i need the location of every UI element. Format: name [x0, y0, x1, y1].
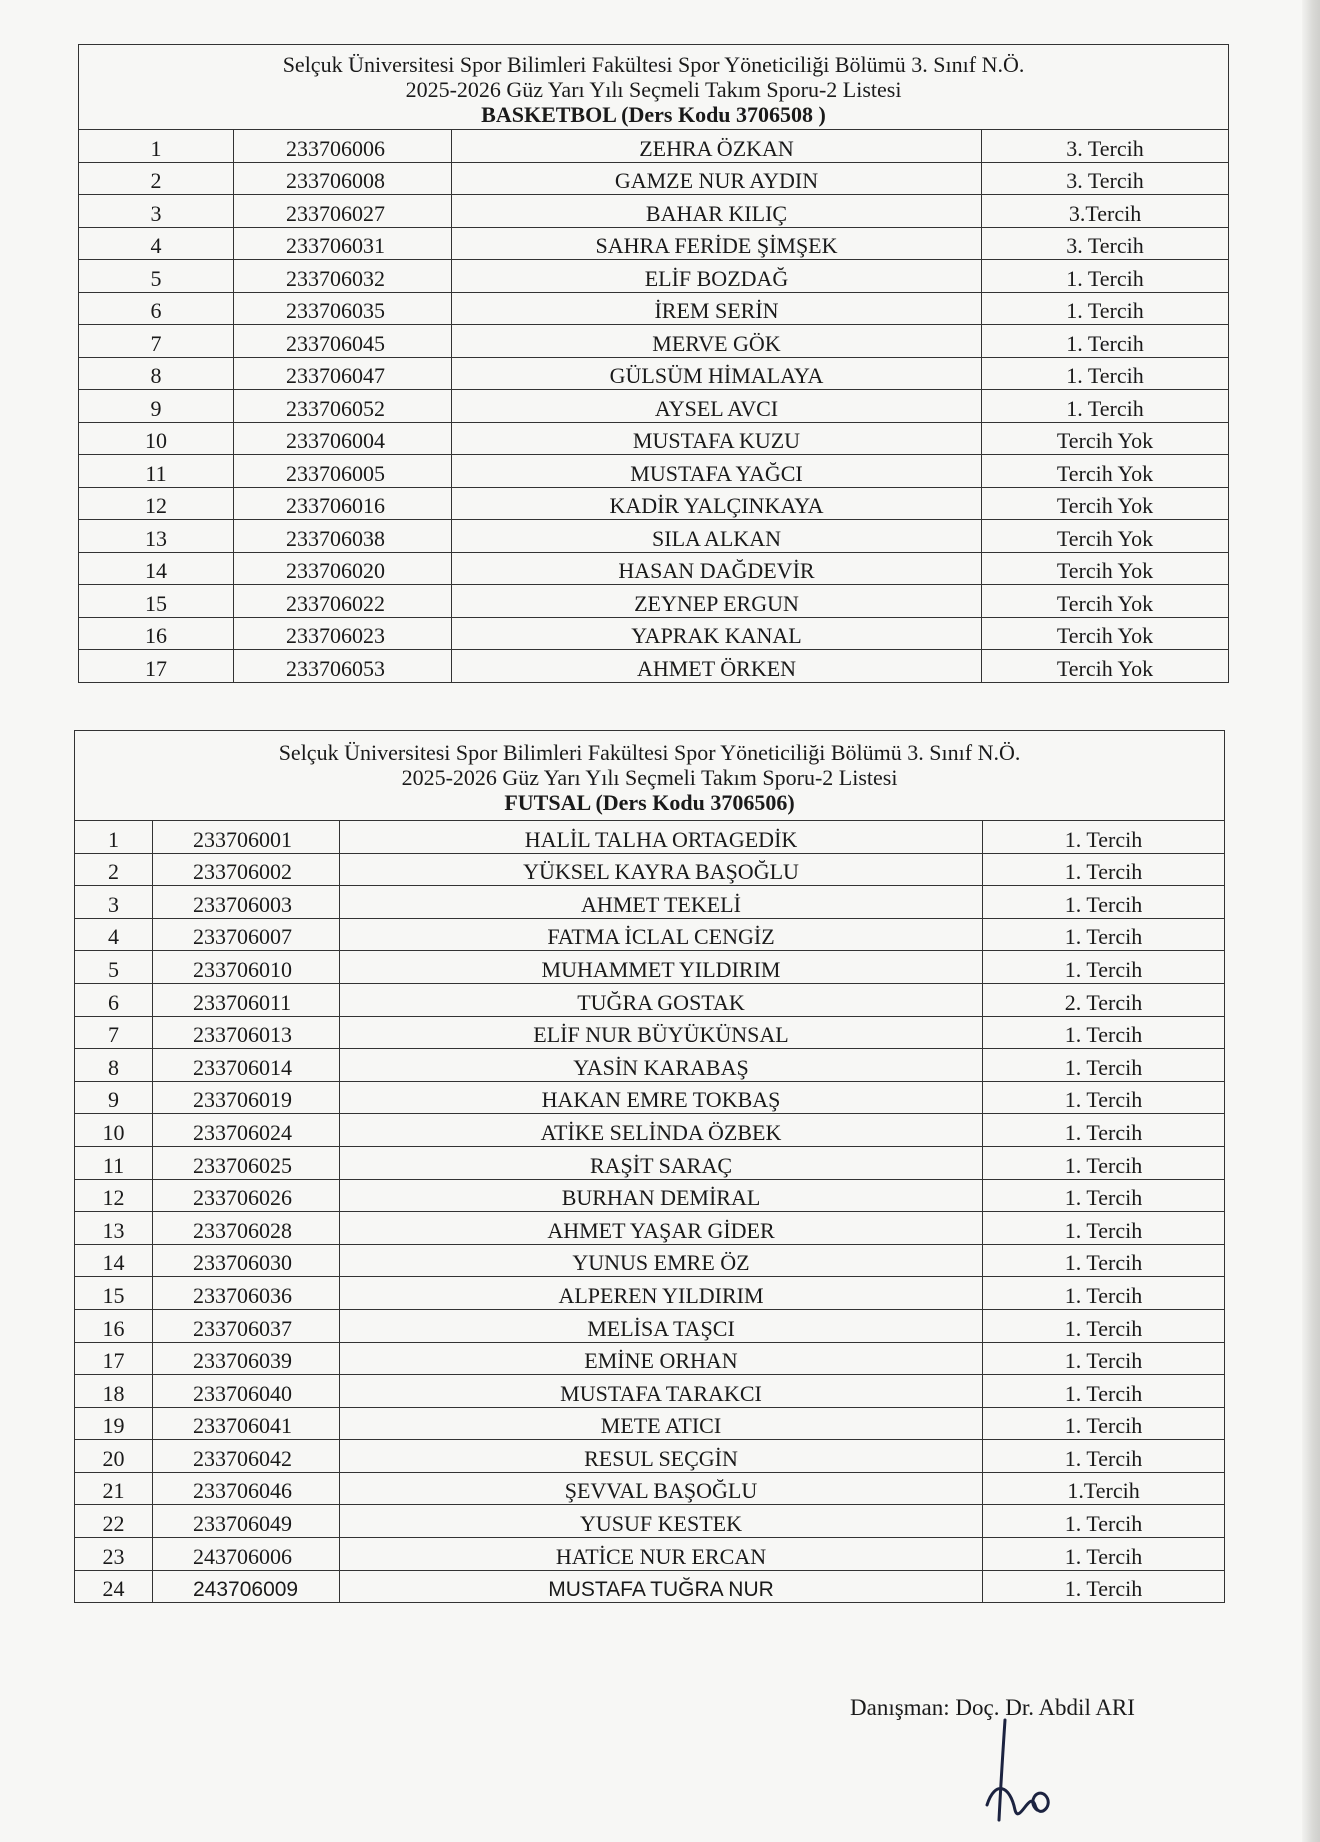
student-number: 233706052	[234, 390, 452, 423]
row-number: 9	[79, 390, 234, 423]
student-number: 233706025	[153, 1146, 340, 1179]
student-number: 233706013	[153, 1016, 340, 1049]
row-number: 4	[79, 227, 234, 260]
student-number: 233706014	[153, 1049, 340, 1082]
preference: 1. Tercih	[983, 951, 1225, 984]
preference: 1. Tercih	[983, 1016, 1225, 1049]
student-name: FATMA İCLAL CENGİZ	[340, 918, 983, 951]
table-row	[79, 552, 1229, 585]
row-number: 10	[79, 422, 234, 455]
row-number: 5	[79, 260, 234, 293]
header-line1: Selçuk Üniversitesi Spor Bilimleri Fakültesi Spor Yöneticiliği Bölümü 3. Sınıf N.Ö.	[278, 740, 1021, 765]
student-number: 233706024	[153, 1114, 340, 1147]
preference: Tercih Yok	[982, 650, 1229, 683]
student-number: 233706019	[153, 1081, 340, 1114]
table-row	[75, 1538, 1225, 1571]
preference: 1. Tercih	[983, 1146, 1225, 1179]
student-name: YASİN KARABAŞ	[340, 1049, 983, 1082]
advisor-name: Danışman: Doç. Dr. Abdil ARI	[850, 1695, 1135, 1720]
student-name: MUSTAFA KUZU	[452, 422, 982, 455]
preference: 1. Tercih	[983, 1505, 1225, 1538]
table-row	[79, 617, 1229, 650]
row-number: 11	[79, 455, 234, 488]
preference: 1. Tercih	[983, 1277, 1225, 1310]
student-name: MERVE GÖK	[452, 325, 982, 358]
student-number: 233706008	[234, 162, 452, 195]
student-name: MUSTAFA TUĞRA NUR	[340, 1570, 983, 1603]
row-number: 12	[75, 1179, 153, 1212]
student-number: 233706010	[153, 951, 340, 984]
table-row	[79, 162, 1229, 195]
row-number: 19	[75, 1407, 153, 1440]
row-number: 23	[75, 1538, 153, 1571]
preference: 3. Tercih	[982, 162, 1229, 195]
student-name: BURHAN DEMİRAL	[340, 1179, 983, 1212]
row-number: 15	[75, 1277, 153, 1310]
student-name: HATİCE NUR ERCAN	[340, 1538, 983, 1571]
student-name: MELİSA TAŞCI	[340, 1309, 983, 1342]
row-number: 8	[79, 357, 234, 390]
scan-edge	[1302, 0, 1320, 1842]
student-number: 233706049	[153, 1505, 340, 1538]
student-number: 233706035	[234, 292, 452, 325]
preference: 3. Tercih	[982, 130, 1229, 163]
table-row	[75, 1505, 1225, 1538]
student-name: ALPEREN YILDIRIM	[340, 1277, 983, 1310]
student-number: 233706006	[234, 130, 452, 163]
table-row	[75, 853, 1225, 886]
table-row	[79, 195, 1229, 228]
preference: 1.Tercih	[983, 1472, 1225, 1505]
student-name: SAHRA FERİDE ŞİMŞEK	[452, 227, 982, 260]
table-row	[79, 260, 1229, 293]
student-number: 233706047	[234, 357, 452, 390]
preference: 1. Tercih	[983, 1049, 1225, 1082]
row-number: 3	[75, 886, 153, 919]
student-name: YUSUF KESTEK	[340, 1505, 983, 1538]
student-number: 233706027	[234, 195, 452, 228]
table-row	[79, 390, 1229, 423]
row-number: 5	[75, 951, 153, 984]
header-line2: 2025-2026 Güz Yarı Yılı Seçmeli Takım Sporu-2 Listesi	[405, 76, 902, 102]
student-number: 243706009	[153, 1570, 340, 1603]
preference: 1. Tercih	[983, 1244, 1225, 1277]
preference: 1. Tercih	[983, 1375, 1225, 1408]
preference: 1. Tercih	[983, 1309, 1225, 1342]
preference: 3. Tercih	[982, 227, 1229, 260]
student-name: AHMET TEKELİ	[340, 886, 983, 919]
row-number: 24	[75, 1570, 153, 1603]
table-row	[75, 1114, 1225, 1147]
student-name: YAPRAK KANAL	[452, 617, 982, 650]
row-number: 10	[75, 1114, 153, 1147]
student-name: ZEYNEP ERGUN	[452, 585, 982, 618]
student-name: HALİL TALHA ORTAGEDİK	[340, 821, 983, 854]
student-number: 233706020	[234, 552, 452, 585]
row-number: 9	[75, 1081, 153, 1114]
student-number: 233706031	[234, 227, 452, 260]
futsal-table	[74, 730, 1225, 1603]
basketball-table	[78, 44, 1229, 683]
table-row	[75, 1146, 1225, 1179]
preference: Tercih Yok	[982, 422, 1229, 455]
student-name: AYSEL AVCI	[452, 390, 982, 423]
student-number: 233706045	[234, 325, 452, 358]
preference: 1. Tercih	[982, 357, 1229, 390]
table-row	[75, 1081, 1225, 1114]
student-number: 233706041	[153, 1407, 340, 1440]
student-number: 233706026	[153, 1179, 340, 1212]
student-number: 233706037	[153, 1309, 340, 1342]
preference: 1. Tercih	[983, 1570, 1225, 1603]
row-number: 7	[79, 325, 234, 358]
row-number: 1	[75, 821, 153, 854]
row-number: 16	[79, 617, 234, 650]
row-number: 3	[79, 195, 234, 228]
student-number: 233706004	[234, 422, 452, 455]
preference: 1. Tercih	[983, 1342, 1225, 1375]
student-name: BAHAR KILIÇ	[452, 195, 982, 228]
preference: Tercih Yok	[982, 552, 1229, 585]
student-name: AHMET YAŞAR GİDER	[340, 1212, 983, 1245]
student-number: 233706011	[153, 983, 340, 1016]
row-number: 20	[75, 1440, 153, 1473]
preference: 1. Tercih	[982, 325, 1229, 358]
student-number: 233706040	[153, 1375, 340, 1408]
student-name: HAKAN EMRE TOKBAŞ	[340, 1081, 983, 1114]
table-row	[79, 487, 1229, 520]
preference: 1. Tercih	[983, 1081, 1225, 1114]
student-name: EMİNE ORHAN	[340, 1342, 983, 1375]
preference: 1. Tercih	[983, 1440, 1225, 1473]
student-name: ELİF BOZDAĞ	[452, 260, 982, 293]
row-number: 4	[75, 918, 153, 951]
student-name: YÜKSEL KAYRA BAŞOĞLU	[340, 853, 983, 886]
preference: 2. Tercih	[983, 983, 1225, 1016]
student-number: 233706002	[153, 853, 340, 886]
table-row	[75, 918, 1225, 951]
header-line1: Selçuk Üniversitesi Spor Bilimleri Fakültesi Spor Yöneticiliği Bölümü 3. Sınıf N.Ö.	[282, 51, 1025, 77]
table-row	[75, 951, 1225, 984]
table-row	[79, 357, 1229, 390]
student-number: 233706030	[153, 1244, 340, 1277]
table-row	[75, 1375, 1225, 1408]
futsal-table-body	[75, 821, 1225, 1603]
table-row	[75, 821, 1225, 854]
row-number: 8	[75, 1049, 153, 1082]
student-name: GÜLSÜM HİMALAYA	[452, 357, 982, 390]
row-number: 17	[75, 1342, 153, 1375]
table-row	[79, 227, 1229, 260]
table-row	[75, 1472, 1225, 1505]
table-row	[79, 292, 1229, 325]
table-row	[75, 983, 1225, 1016]
row-number: 7	[75, 1016, 153, 1049]
student-number: 233706042	[153, 1440, 340, 1473]
row-number: 13	[79, 520, 234, 553]
table-row	[75, 1407, 1225, 1440]
header-course-title: BASKETBOL (Ders Kodu 3706508 )	[481, 101, 826, 127]
row-number: 14	[75, 1244, 153, 1277]
preference: 1. Tercih	[982, 260, 1229, 293]
student-name: METE ATICI	[340, 1407, 983, 1440]
table-row	[79, 455, 1229, 488]
preference: Tercih Yok	[982, 520, 1229, 553]
student-name: RAŞİT SARAÇ	[340, 1146, 983, 1179]
student-name: SILA ALKAN	[452, 520, 982, 553]
row-number: 21	[75, 1472, 153, 1505]
row-number: 15	[79, 585, 234, 618]
student-number: 233706016	[234, 487, 452, 520]
table-row	[79, 520, 1229, 553]
table-row	[79, 130, 1229, 163]
basketball-table-body	[79, 130, 1229, 683]
table-row	[75, 1309, 1225, 1342]
student-name: KADİR YALÇINKAYA	[452, 487, 982, 520]
student-number: 233706053	[234, 650, 452, 683]
row-number: 11	[75, 1146, 153, 1179]
preference: 3.Tercih	[982, 195, 1229, 228]
futsal-table-header	[75, 731, 1225, 821]
student-name: AHMET ÖRKEN	[452, 650, 982, 683]
student-number: 233706001	[153, 821, 340, 854]
student-name: RESUL SEÇGİN	[340, 1440, 983, 1473]
table-row	[79, 585, 1229, 618]
preference: 1. Tercih	[983, 886, 1225, 919]
preference: 1. Tercih	[982, 292, 1229, 325]
student-name: HASAN DAĞDEVİR	[452, 552, 982, 585]
preference: 1. Tercih	[982, 390, 1229, 423]
student-number: 233706028	[153, 1212, 340, 1245]
student-name: İREM SERİN	[452, 292, 982, 325]
preference: 1. Tercih	[983, 1179, 1225, 1212]
student-name: MUSTAFA TARAKCI	[340, 1375, 983, 1408]
row-number: 14	[79, 552, 234, 585]
table-row	[75, 1440, 1225, 1473]
row-number: 16	[75, 1309, 153, 1342]
basketball-table-header	[79, 45, 1229, 130]
table-row	[75, 1277, 1225, 1310]
preference: 1. Tercih	[983, 821, 1225, 854]
student-name: ZEHRA ÖZKAN	[452, 130, 982, 163]
student-name: YUNUS EMRE ÖZ	[340, 1244, 983, 1277]
student-number: 233706003	[153, 886, 340, 919]
preference: 1. Tercih	[983, 1114, 1225, 1147]
preference: 1. Tercih	[983, 1407, 1225, 1440]
table-row	[75, 1212, 1225, 1245]
table-row	[75, 1244, 1225, 1277]
preference: Tercih Yok	[982, 617, 1229, 650]
table-row	[79, 422, 1229, 455]
student-name: MUSTAFA YAĞCI	[452, 455, 982, 488]
row-number: 22	[75, 1505, 153, 1538]
table-row	[75, 1342, 1225, 1375]
student-name: ATİKE SELİNDA ÖZBEK	[340, 1114, 983, 1147]
row-number: 2	[75, 853, 153, 886]
table-row	[75, 1049, 1225, 1082]
preference: Tercih Yok	[982, 585, 1229, 618]
student-number: 233706038	[234, 520, 452, 553]
student-number: 233706039	[153, 1342, 340, 1375]
student-number: 233706005	[234, 455, 452, 488]
header-line2: 2025-2026 Güz Yarı Yılı Seçmeli Takım Sporu-2 Listesi	[401, 765, 898, 790]
student-number: 243706006	[153, 1538, 340, 1571]
student-number: 233706032	[234, 260, 452, 293]
student-name: MUHAMMET YILDIRIM	[340, 951, 983, 984]
row-number: 12	[79, 487, 234, 520]
row-number: 17	[79, 650, 234, 683]
row-number: 18	[75, 1375, 153, 1408]
student-name: ŞEVVAL BAŞOĞLU	[340, 1472, 983, 1505]
student-number: 233706023	[234, 617, 452, 650]
preference: 1. Tercih	[983, 1212, 1225, 1245]
table-row	[75, 1179, 1225, 1212]
row-number: 1	[79, 130, 234, 163]
table-row	[75, 1570, 1225, 1603]
student-number: 233706036	[153, 1277, 340, 1310]
student-name: TUĞRA GOSTAK	[340, 983, 983, 1016]
preference: 1. Tercih	[983, 918, 1225, 951]
student-name: ELİF NUR BÜYÜKÜNSAL	[340, 1016, 983, 1049]
student-number: 233706046	[153, 1472, 340, 1505]
student-number: 233706007	[153, 918, 340, 951]
header-course-title: FUTSAL (Ders Kodu 3706506)	[504, 790, 795, 815]
table-row	[75, 886, 1225, 919]
student-number: 233706022	[234, 585, 452, 618]
table-row	[75, 1016, 1225, 1049]
row-number: 2	[79, 162, 234, 195]
preference: 1. Tercih	[983, 853, 1225, 886]
table-row	[79, 325, 1229, 358]
preference: Tercih Yok	[982, 487, 1229, 520]
table-row	[79, 650, 1229, 683]
signature	[975, 1710, 1065, 1830]
row-number: 6	[75, 983, 153, 1016]
row-number: 13	[75, 1212, 153, 1245]
row-number: 6	[79, 292, 234, 325]
student-name: GAMZE NUR AYDIN	[452, 162, 982, 195]
preference: 1. Tercih	[983, 1538, 1225, 1571]
preference: Tercih Yok	[982, 455, 1229, 488]
